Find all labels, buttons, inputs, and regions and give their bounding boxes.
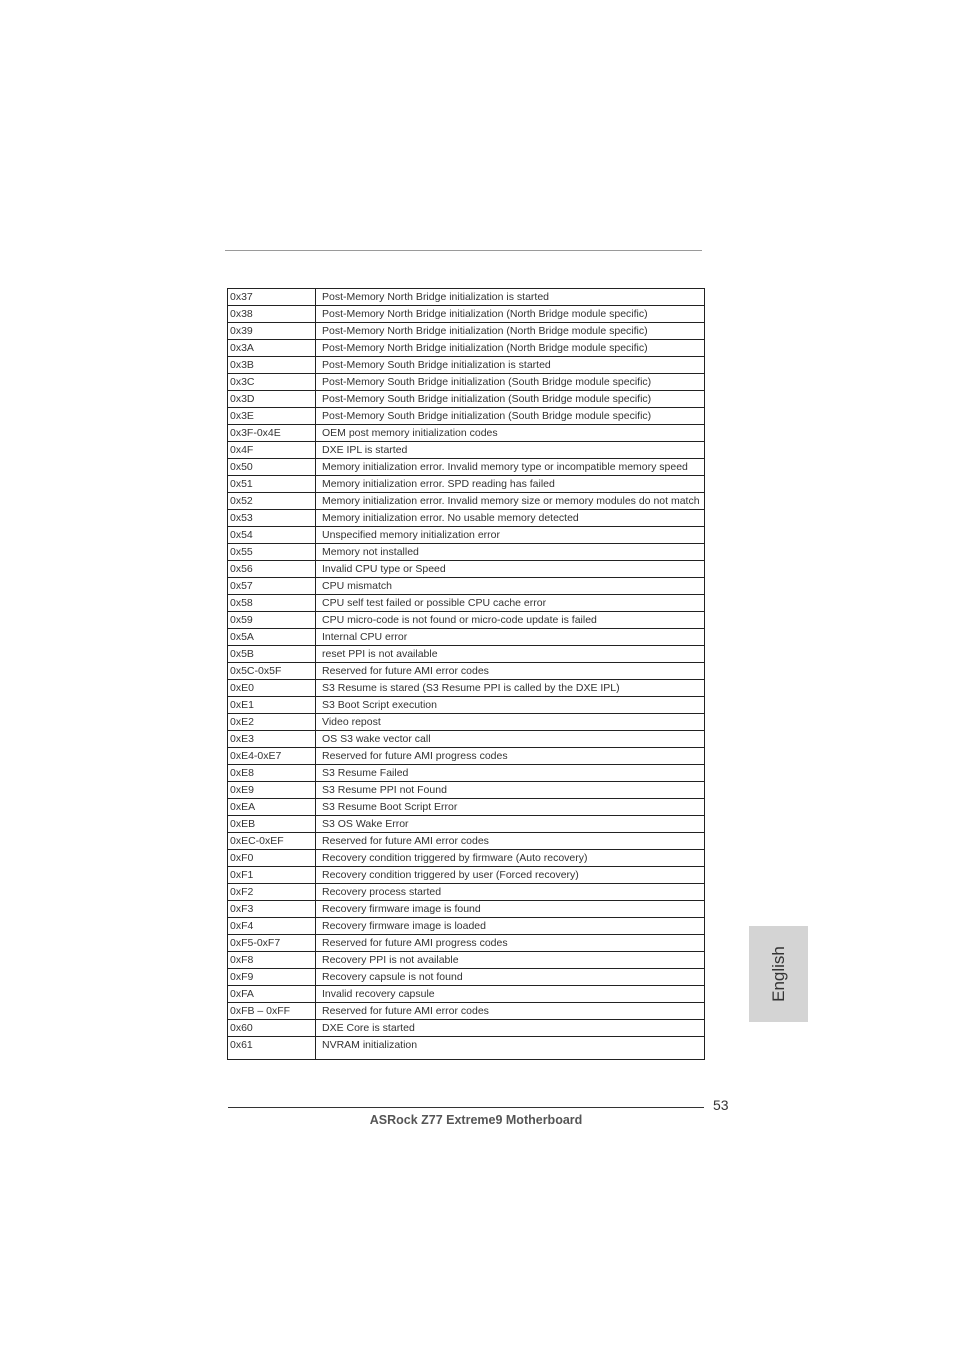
post-code-description-cell: Video repost	[316, 714, 705, 731]
table-row	[228, 425, 705, 442]
post-code-description-cell: Reserved for future AMI error codes	[316, 1003, 705, 1020]
table-row	[228, 357, 705, 374]
table-row	[228, 612, 705, 629]
table-row	[228, 646, 705, 663]
post-code-description-cell: CPU micro-code is not found or micro-code update is failed	[316, 612, 705, 629]
post-code-description-cell: Recovery firmware image is loaded	[316, 918, 705, 935]
post-code-description-cell: Post-Memory South Bridge initialization (South Bridge module specific)	[316, 408, 705, 425]
post-code-description-cell: Reserved for future AMI progress codes	[316, 935, 705, 952]
post-code-cell: 0xF3	[228, 901, 316, 918]
post-code-cell: 0x50	[228, 459, 316, 476]
post-code-description-cell: S3 Resume Boot Script Error	[316, 799, 705, 816]
post-code-description-cell: S3 Resume Failed	[316, 765, 705, 782]
footer-product-title: ASRock Z77 Extreme9 Motherboard	[369, 1113, 583, 1127]
post-code-cell: 0x56	[228, 561, 316, 578]
table-row	[228, 306, 705, 323]
table-row	[228, 697, 705, 714]
post-code-cell: 0x3B	[228, 357, 316, 374]
post-code-cell: 0xE0	[228, 680, 316, 697]
table-row	[228, 918, 705, 935]
post-code-cell: 0xE4-0xE7	[228, 748, 316, 765]
table-row	[228, 340, 705, 357]
table-row	[228, 714, 705, 731]
table-row	[228, 867, 705, 884]
table-row	[228, 969, 705, 986]
language-tab-label: English	[768, 946, 788, 1002]
post-code-description-cell: Post-Memory North Bridge initialization (North Bridge module specific)	[316, 340, 705, 357]
post-code-cell: 0x4F	[228, 442, 316, 459]
post-code-cell: 0xF9	[228, 969, 316, 986]
post-code-cell: 0xF2	[228, 884, 316, 901]
footer-rule	[228, 1107, 704, 1108]
table-row	[228, 833, 705, 850]
table-row	[228, 1020, 705, 1037]
post-code-cell: 0x60	[228, 1020, 316, 1037]
post-code-cell: 0x3C	[228, 374, 316, 391]
table-row	[228, 391, 705, 408]
table-row	[228, 816, 705, 833]
table-row	[228, 748, 705, 765]
table-row	[228, 680, 705, 697]
post-code-description-cell: Post-Memory South Bridge initialization (South Bridge module specific)	[316, 374, 705, 391]
post-code-description-cell: Post-Memory North Bridge initialization (North Bridge module specific)	[316, 306, 705, 323]
post-code-cell: 0x37	[228, 289, 316, 306]
post-code-description-cell: Unspecified memory initialization error	[316, 527, 705, 544]
post-code-description-cell: Recovery condition triggered by firmware (Auto recovery)	[316, 850, 705, 867]
table-row	[228, 510, 705, 527]
post-code-cell: 0xE2	[228, 714, 316, 731]
post-code-description-cell: Reserved for future AMI error codes	[316, 833, 705, 850]
post-code-cell: 0x52	[228, 493, 316, 510]
post-code-description-cell: Reserved for future AMI progress codes	[316, 748, 705, 765]
language-tab	[749, 926, 808, 1022]
post-code-cell: 0x61	[228, 1037, 316, 1060]
post-code-cell: 0xEC-0xEF	[228, 833, 316, 850]
post-code-description-cell: CPU mismatch	[316, 578, 705, 595]
table-row	[228, 884, 705, 901]
table-row	[228, 629, 705, 646]
post-code-description-cell: Post-Memory South Bridge initialization is started	[316, 357, 705, 374]
table-row	[228, 901, 705, 918]
table-row	[228, 408, 705, 425]
table-row	[228, 374, 705, 391]
post-code-description-cell: reset PPI is not available	[316, 646, 705, 663]
post-code-cell: 0xF1	[228, 867, 316, 884]
post-code-cell: 0x54	[228, 527, 316, 544]
post-code-cell: 0xEA	[228, 799, 316, 816]
post-code-cell: 0x3D	[228, 391, 316, 408]
post-code-cell: 0xEB	[228, 816, 316, 833]
post-code-cell: 0x5A	[228, 629, 316, 646]
post-code-cell: 0x53	[228, 510, 316, 527]
post-code-description-cell: Memory initialization error. SPD reading has failed	[316, 476, 705, 493]
table-row	[228, 765, 705, 782]
table-row	[228, 493, 705, 510]
post-code-cell: 0xE1	[228, 697, 316, 714]
table-row	[228, 544, 705, 561]
post-code-description-cell: Reserved for future AMI error codes	[316, 663, 705, 680]
table-row	[228, 731, 705, 748]
table-row	[228, 578, 705, 595]
table-row	[228, 527, 705, 544]
table-row	[228, 952, 705, 969]
table-row	[228, 289, 705, 306]
post-code-description-cell: Memory initialization error. Invalid memory type or incompatible memory speed	[316, 459, 705, 476]
post-code-cell: 0xE8	[228, 765, 316, 782]
post-code-description-cell: Post-Memory North Bridge initialization (North Bridge module specific)	[316, 323, 705, 340]
page-number: 53	[713, 1097, 729, 1113]
post-code-description-cell: Invalid CPU type or Speed	[316, 561, 705, 578]
table-row	[228, 935, 705, 952]
table-row	[228, 323, 705, 340]
post-code-cell: 0xE3	[228, 731, 316, 748]
post-code-cell: 0x39	[228, 323, 316, 340]
post-code-cell: 0xF5-0xF7	[228, 935, 316, 952]
post-code-description-cell: Memory not installed	[316, 544, 705, 561]
post-code-description-cell: Memory initialization error. Invalid memory size or memory modules do not match	[316, 493, 705, 510]
post-code-description-cell: Recovery firmware image is found	[316, 901, 705, 918]
post-code-description-cell: DXE Core is started	[316, 1020, 705, 1037]
post-code-cell: 0x57	[228, 578, 316, 595]
post-code-cell: 0x38	[228, 306, 316, 323]
post-code-description-cell: Post-Memory South Bridge initialization (South Bridge module specific)	[316, 391, 705, 408]
post-code-cell: 0xF4	[228, 918, 316, 935]
post-code-cell: 0x5C-0x5F	[228, 663, 316, 680]
post-code-description-cell: Recovery PPI is not available	[316, 952, 705, 969]
post-code-description-cell: Recovery capsule is not found	[316, 969, 705, 986]
post-code-cell: 0x3F-0x4E	[228, 425, 316, 442]
post-code-description-cell: OEM post memory initialization codes	[316, 425, 705, 442]
table-row	[228, 850, 705, 867]
post-code-cell: 0x51	[228, 476, 316, 493]
post-code-description-cell: Internal CPU error	[316, 629, 705, 646]
post-code-description-cell: Recovery condition triggered by user (Forced recovery)	[316, 867, 705, 884]
post-code-cell: 0xF8	[228, 952, 316, 969]
header-rule	[225, 250, 702, 251]
post-code-cell: 0x3E	[228, 408, 316, 425]
post-code-description-cell: Memory initialization error. No usable memory detected	[316, 510, 705, 527]
post-code-description-cell: S3 Boot Script execution	[316, 697, 705, 714]
post-code-description-cell: Recovery process started	[316, 884, 705, 901]
table-row	[228, 663, 705, 680]
post-code-table-body	[228, 289, 705, 1060]
post-code-cell: 0x58	[228, 595, 316, 612]
table-row	[228, 595, 705, 612]
post-code-description-cell: S3 Resume PPI not Found	[316, 782, 705, 799]
post-code-description-cell: NVRAM initialization	[316, 1037, 705, 1060]
table-row	[228, 782, 705, 799]
table-row	[228, 1037, 705, 1060]
post-code-cell: 0x59	[228, 612, 316, 629]
post-code-cell: 0xE9	[228, 782, 316, 799]
post-code-cell: 0x5B	[228, 646, 316, 663]
table-row	[228, 476, 705, 493]
post-code-description-cell: OS S3 wake vector call	[316, 731, 705, 748]
post-code-cell: 0x55	[228, 544, 316, 561]
post-code-description-cell: CPU self test failed or possible CPU cache error	[316, 595, 705, 612]
post-code-cell: 0xFB – 0xFF	[228, 1003, 316, 1020]
post-code-description-cell: Post-Memory North Bridge initialization is started	[316, 289, 705, 306]
table-row	[228, 442, 705, 459]
table-row	[228, 561, 705, 578]
post-code-table	[227, 288, 705, 1060]
table-row	[228, 1003, 705, 1020]
table-row	[228, 799, 705, 816]
table-row	[228, 459, 705, 476]
post-code-description-cell: S3 OS Wake Error	[316, 816, 705, 833]
post-code-description-cell: Invalid recovery capsule	[316, 986, 705, 1003]
post-code-cell: 0x3A	[228, 340, 316, 357]
post-code-description-cell: S3 Resume is stared (S3 Resume PPI is called by the DXE IPL)	[316, 680, 705, 697]
post-code-cell: 0xF0	[228, 850, 316, 867]
table-row	[228, 986, 705, 1003]
post-code-cell: 0xFA	[228, 986, 316, 1003]
post-code-description-cell: DXE IPL is started	[316, 442, 705, 459]
